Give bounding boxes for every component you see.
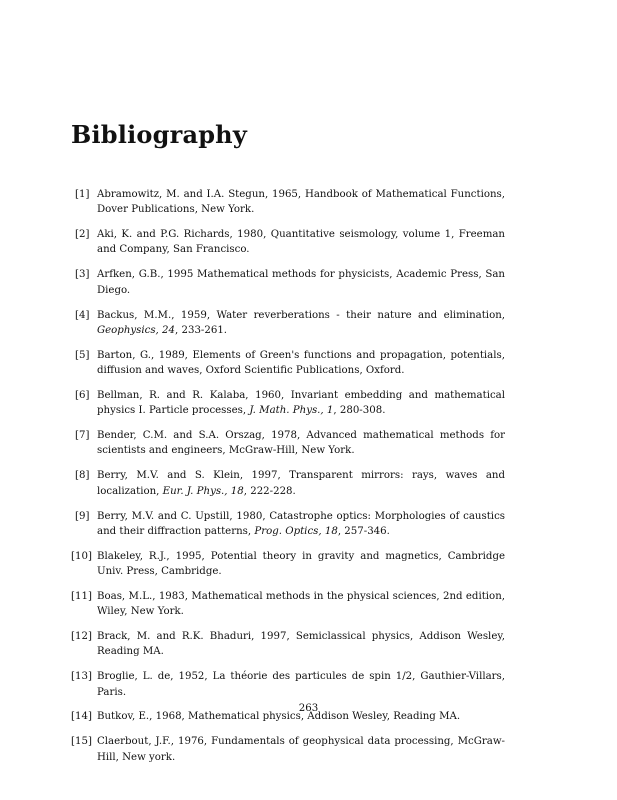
reference-segment: , 280-308. <box>333 405 386 417</box>
reference-text <box>97 736 505 762</box>
reference-entry <box>71 589 505 620</box>
reference-journal: J. Math. Phys., 1 <box>249 405 334 417</box>
reference-segment: Brack, M. and R.K. Bhaduri, 1997, Semiclassical physics, Addison Wesley, Reading MA. <box>97 631 505 658</box>
reference-text <box>97 310 505 336</box>
reference-segment: , 233-261. <box>175 324 228 336</box>
reference-entry <box>75 468 505 499</box>
reference-segment: Claerbout, J.F., 1976, Fundamentals of geophysical data processing, McGraw-Hill, New york. <box>97 736 505 763</box>
reference-text <box>97 189 505 215</box>
reference-text <box>97 390 505 416</box>
reference-journal: Geophysics, 24 <box>97 324 175 336</box>
reference-entry <box>75 187 505 218</box>
reference-number: [4] <box>75 309 90 321</box>
reference-number: [11] <box>71 590 92 602</box>
reference-entry <box>75 509 505 540</box>
reference-text <box>97 551 505 577</box>
reference-segment: , 222-228. <box>243 485 296 497</box>
reference-segment: , 257-346. <box>337 525 390 537</box>
reference-journal: Prog. Optics, 18 <box>254 525 338 537</box>
reference-segment: Berry, M.V. and S. Klein, 1997, Transparent mirrors: rays, waves and localization, <box>97 470 505 497</box>
reference-segment: Boas, M.L., 1983, Mathematical methods in the physical sciences, 2nd edition, Wiley, New York. <box>97 590 505 618</box>
reference-text <box>97 511 505 537</box>
reference-number: [15] <box>71 736 92 748</box>
reference-entry <box>75 348 505 379</box>
reference-segment: Broglie, L. de, 1952, La théorie des particules de spin 1/2, Gauthier-Villars, Paris. <box>97 671 505 698</box>
reference-entry <box>71 669 505 700</box>
reference-number: [8] <box>75 470 90 482</box>
reference-entry <box>75 227 505 258</box>
reference-entry <box>71 549 505 580</box>
reference-segment: Bender, C.M. and S.A. Orszag, 1978, Advanced mathematical methods for scientists and engineers, McGraw-Hill, New York. <box>97 430 505 457</box>
page-title: Bibliography <box>71 120 247 149</box>
reference-text <box>97 470 505 496</box>
reference-segment: Blakeley, R.J., 1995, Potential theory in gravity and magnetics, Cambridge Univ. Press, Cambridge. <box>97 550 505 577</box>
reference-entry <box>75 308 505 339</box>
reference-number: [2] <box>75 229 90 241</box>
reference-text <box>97 350 505 376</box>
reference-number: [7] <box>75 430 90 442</box>
reference-number: [10] <box>71 550 92 562</box>
reference-entry <box>71 629 505 660</box>
reference-text <box>97 430 505 456</box>
reference-entry <box>75 428 505 459</box>
reference-segment: Butkov, E., 1968, Mathematical physics, Addison Wesley, Reading MA. <box>97 711 461 723</box>
reference-number: [5] <box>75 349 90 361</box>
reference-segment: Backus, M.M., 1959, Water reverberations - their nature and elimination, <box>97 309 505 321</box>
reference-segment: Abramowitz, M. and I.A. Stegun, 1965, Handbook of Mathematical Functions, Dover Publications, New York. <box>97 189 505 216</box>
reference-entry <box>75 267 505 298</box>
reference-text <box>97 269 505 295</box>
reference-text <box>97 671 505 697</box>
reference-segment: Arfken, G.B., 1995 Mathematical methods for physicists, Academic Press, San Diego. <box>97 269 505 296</box>
reference-entry <box>71 734 505 765</box>
reference-number: [6] <box>75 389 90 401</box>
page-number: 263 <box>298 703 319 714</box>
reference-number: [9] <box>75 510 90 522</box>
reference-text <box>97 229 505 255</box>
reference-number: [14] <box>71 711 92 723</box>
reference-segment: Aki, K. and P.G. Richards, 1980, Quantitative seismology, volume 1, Freeman and Company, San Francisco. <box>97 229 505 256</box>
reference-segment: Barton, G., 1989, Elements of Green's functions and propagation, potentials, diffusion and waves, Oxford Scientific Publications, Oxford. <box>97 349 505 377</box>
reference-number: [1] <box>75 189 90 200</box>
reference-text <box>97 591 505 617</box>
reference-segment: Berry, M.V. and C. Upstill, 1980, Catastrophe optics: Morphologies of caustics and their diffraction patterns, <box>97 510 505 537</box>
reference-number: [3] <box>75 269 90 281</box>
reference-number: [13] <box>71 671 92 683</box>
reference-segment: Bellman, R. and R. Kalaba, 1960, Invariant embedding and mathematical physics I. Particle processes, <box>97 389 505 417</box>
reference-entry <box>75 388 505 419</box>
reference-journal: Eur. J. Phys., 18 <box>162 485 244 497</box>
reference-number: [12] <box>71 631 92 643</box>
reference-list <box>71 187 505 775</box>
reference-text <box>97 631 505 657</box>
